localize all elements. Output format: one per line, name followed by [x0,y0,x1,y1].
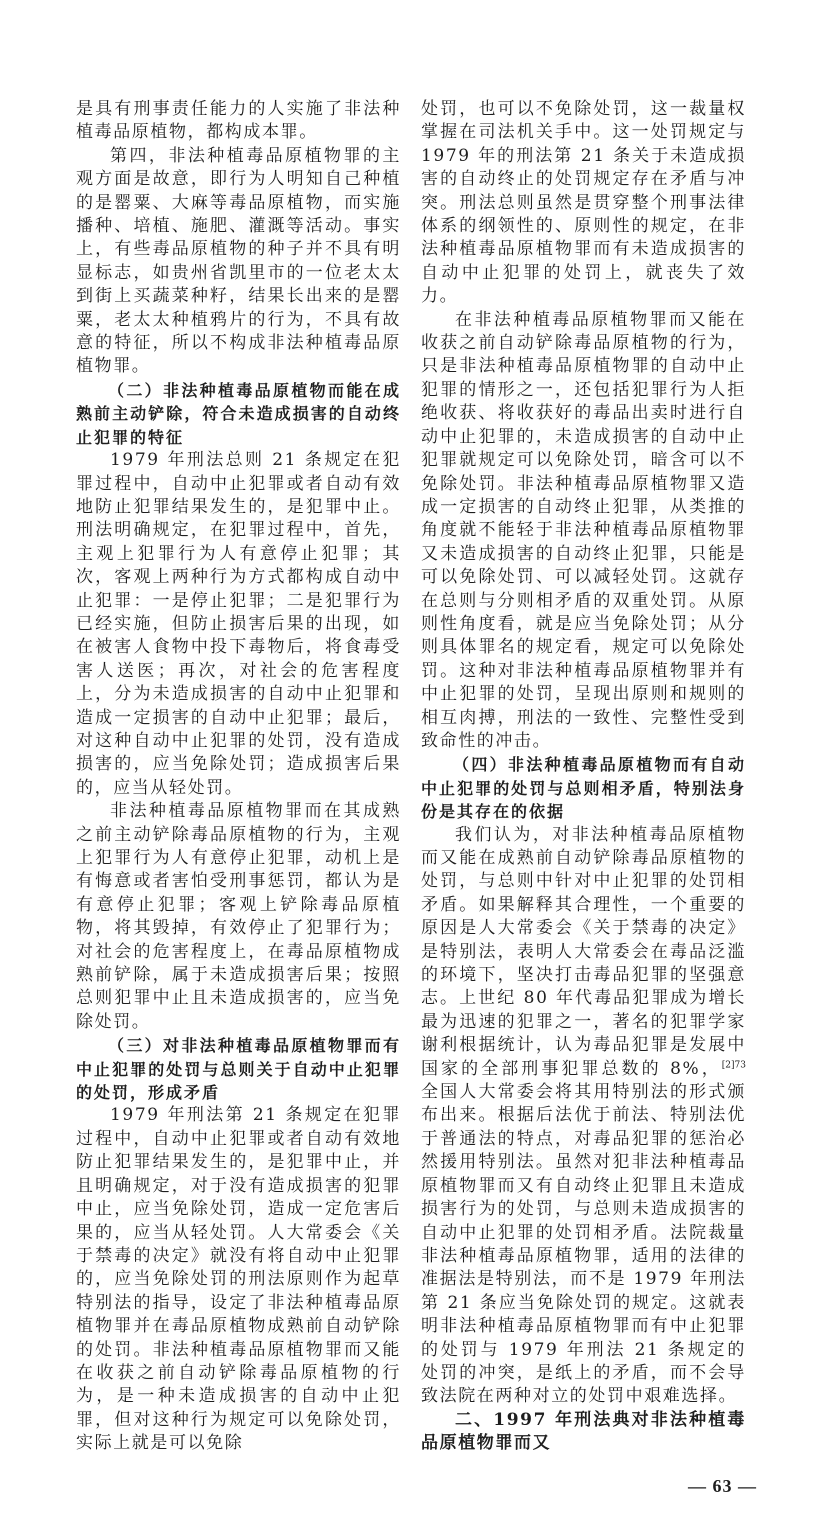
subheading: （三）对非法种植毒品原植物罪而有中止犯罪的处罚与总则关于自动中止犯罪的处罚，形成矛盾 [76,1036,401,1103]
paragraph: 第四，非法种植毒品原植物罪的主观方面是故意，即行为人明知自己种植的是罂粟、大麻等毒品原植物，而实施播种、培植、施肥、灌溉等活动。事实上，有些毒品原植物的种子并不具有明显标志，如贵州省凯里市的一位老太太到街上买蔬菜种籽，结果长出来的是罂粟，老太太种植鸦片的行为，不具有故意的特征，所以不构成非法种植毒品原植物罪。 [76,145,401,377]
paragraph-text: 全国人大常委会将其用特别法的形式颁布出来。根据后法优于前法、特别法优于普通法的特点，对毒品犯罪的惩治必然援用特别法。虽然对犯非法种植毒品原植物罪而又有自动终止犯罪且未造成损害行为的处罚，与总则未造成损害的自动中止犯罪的处罚相矛盾。法院裁量非法种植毒品原植物罪，适用的法律的准据法是特别法，而不是 1979 年刑法第 21 条应当免除处罚的规定。这就表明非法种植毒品原植物罪而有中止犯罪的处罚与 1979 年刑法 21 条规定的处罚的冲突，是纸上的矛盾，而不会导致法院在两种对立的处罚中艰难选择。 [421,1082,746,1407]
columns [76,98,746,1456]
page-number: — 63 — [688,1475,757,1496]
paragraph: 在非法种植毒品原植物罪而又能在收获之前自动铲除毒品原植物的行为，只是非法种植毒品原植物罪的自动中止犯罪的情形之一，还包括犯罪行为人拒绝收获、将收获好的毒品出卖时进行自动中止犯罪的，未造成损害的自动中止犯罪就规定可以免除处罚，暗含可以不免除处罚。非法种植毒品原植物罪又造成一定损害的自动终止犯罪，从类推的角度就不能轻于非法种植毒品原植物罪又未造成损害的自动终止犯罪，只能是可以免除处罚、可以减轻处罚。这就存在总则与分则相矛盾的双重处罚。从原则性角度看，就是应当免除处罚；从分则具体罪名的规定看，规定可以免除处罚。这种对非法种植毒品原植物罪并有中止犯罪的处罚，呈现出原则和规则的相互肉搏，刑法的一致性、完整性受到致命性的冲击。 [421,309,746,751]
paragraph: 处罚，也可以不免除处罚，这一裁量权掌握在司法机关手中。这一处罚规定与 1979 年的刑法第 21 条关于未造成损害的自动终止的处罚规定存在矛盾与冲突。刑法总则虽然是贯穿整个刑事法律体系的纲领性的、原则性的规定，在非法种植毒品原植物罪而有未造成损害的自动中止犯罪的处罚上，就丧失了效力。 [421,99,746,307]
paragraph: 1979 年刑法总则 21 条规定在犯罪过程中，自动中止犯罪或者自动有效地防止犯罪结果发生的，是犯罪中止。刑法明确规定，在犯罪过程中，首先，主观上犯罪行为人有意停止犯罪；其次，客观上两种行为方式都构成自动中止犯罪：一是停止犯罪；二是犯罪行为已经实施，但防止损害后果的出现，如在被害人食物中投下毒物后，将食毒受害人送医；再次，对社会的危害程度上，分为未造成损害的自动中止犯罪和造成一定损害的自动中止犯罪；最后，对这种自动中止犯罪的处罚，没有造成损害的，应当免除处罚；造成损害后果的，应当从轻处罚。 [76,450,401,798]
left-column [76,98,401,1456]
citation-reference: [2]73 [721,1060,746,1070]
paragraph: 是具有刑事责任能力的人实施了非法种植毒品原植物，都构成本罪。 [76,99,401,143]
subheading: （四）非法种植毒品原植物而有自动中止犯罪的处罚与总则相矛盾，特别法身份是其存在的依据 [421,755,746,822]
paragraph [421,824,746,1409]
section-heading: 二、1997 年刑法典对非法种植毒品原植物罪而又 [421,1409,746,1454]
paragraph: 非法种植毒品原植物罪而在其成熟之前主动铲除毒品原植物的行为，主观上犯罪行为人有意停止犯罪，动机上是有悔意或者害怕受刑事惩罚，都认为是有意停止犯罪；客观上铲除毒品原植物，将其毁掉，有效停止了犯罪行为；对社会的危害程度上，在毒品原植物成熟前铲除，属于未造成损害后果；按照总则犯罪中止且未造成损害的，应当免除处罚。 [76,801,401,1032]
paragraph: 1979 年刑法第 21 条规定在犯罪过程中，自动中止犯罪或者自动有效地防止犯罪结果发生的，是犯罪中止，并且明确规定，对于没有造成损害的犯罪中止，应当免除处罚，造成一定危害后果的，应当从轻处罚。人大常委会《关于禁毒的决定》就没有将自动中止犯罪的，应当免除处罚的刑法原则作为起草特别法的指导，设定了非法种植毒品原植物罪并在毒品原植物成熟前自动铲除的处罚。非法种植毒品原植物罪而又能在收获之前自动铲除毒品原植物的行为，是一种未造成损害的自动中止犯罪，但对这种行为规定可以免除处罚，实际上就是可以免除 [76,1105,401,1454]
right-column [421,98,746,1456]
paragraph-text: 我们认为，对非法种植毒品原植物而又能在成熟前自动铲除毒品原植物的处罚，与总则中针对中止犯罪的处罚相矛盾。如果解释其合理性，一个重要的原因是人大常委会《关于禁毒的决定》是特别法，表明人大常委会在毒品泛滥的环境下，坚决打击毒品犯罪的坚强意志。上世纪 80 年代毒品犯罪成为增长最为迅速的犯罪之一，著名的犯罪学家谢利根据统计，认为毒品犯罪是发展中国家的全部刑事犯罪总数的 8%， [421,824,746,1079]
subheading: （二）非法种植毒品原植物而能在成熟前主动铲除，符合未造成损害的自动终止犯罪的特征 [76,380,401,447]
